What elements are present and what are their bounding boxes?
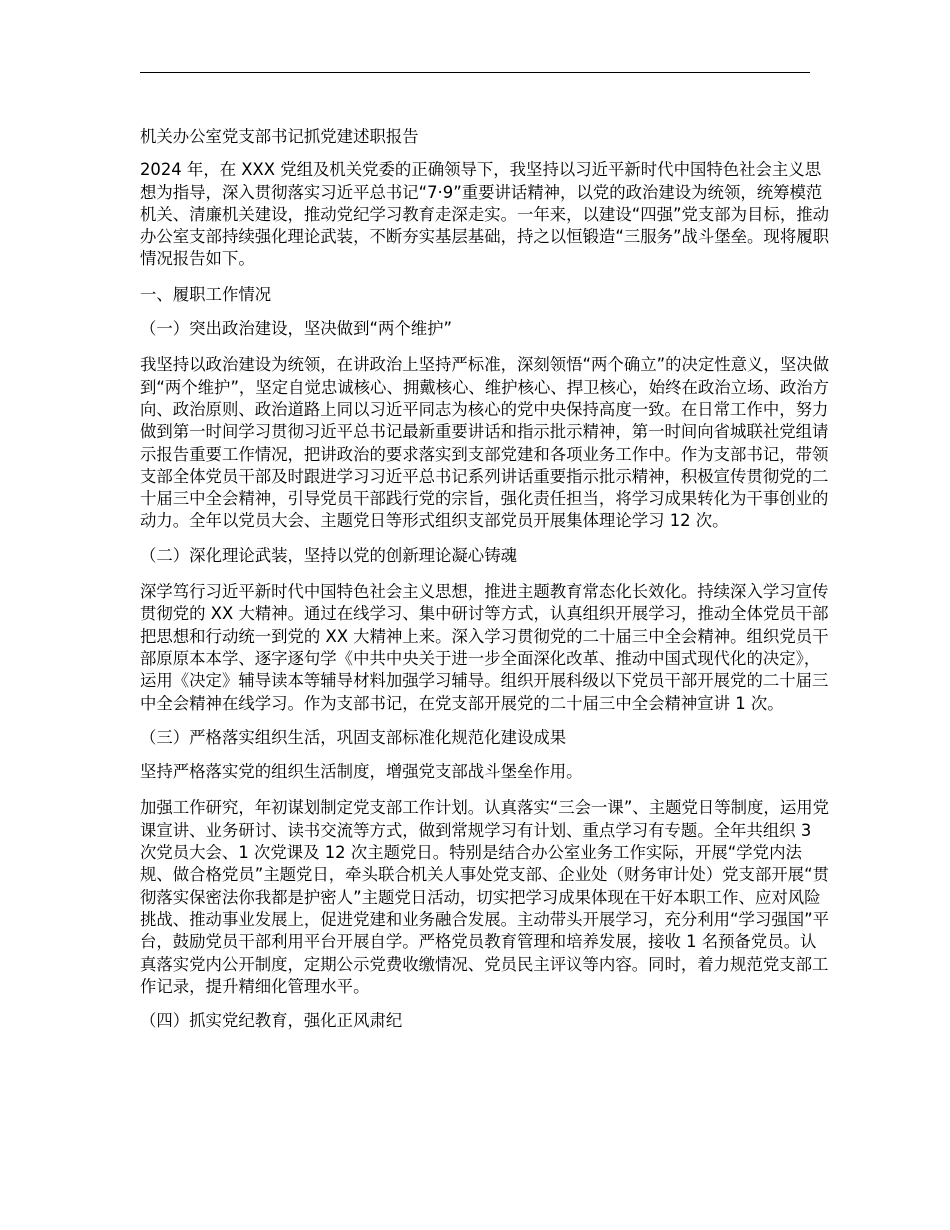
subsection-body-2: 深学笃行习近平新时代中国特色社会主义思想，推进主题教育常态化长效化。持续深入学习宣传贯彻党的 XX 大精神。通过在线学习、集中研讨等方式，认真组织开展学习，推动全体党员干部把思想和行动统一到党的 XX 大精神上来。深入学习贯彻党的二十届三中全会精神。组织党员干部原原本本学、逐字逐句学《中共中央关于进一步全面深化改革、推动中国式现代化的决定》，运用《决定》辅导读本等辅导材料加强学习辅导。组织开展科级以下党员干部开展党的二十届三中全会精神在线学习。作为支部书记，在党支部开展党的二十届三中全会精神宣讲 1 次。 <box>140 582 829 713</box>
header-rule <box>140 72 810 73</box>
subsection-body-1: 我坚持以政治建设为统领，在讲政治上坚持严标准，深刻领悟“两个确立”的决定性意义，坚决做到“两个维护”，坚定自觉忠诚核心、拥戴核心、维护核心、捍卫核心，始终在政治立场、政治方向、政治原则、政治道路上同以习近平同志为核心的党中央保持高度一致。在日常工作中，努力做到第一时间学习贯彻习近平总书记最新重要讲话和指示批示精神，第一时间向省城联社党组请示报告重要工作情况，把讲政治的要求落实到支部党建和各项业务工作中。作为支部书记，带领支部全体党员干部及时跟进学习习近平总书记系列讲话重要指示批示精神，积极宣传贯彻党的二十届三中全会精神，引导党员干部践行党的宗旨，强化责任担当，将学习成果转化为干事创业的动力。全年以党员大会、主题党日等形式组织支部党员开展集体理论学习 12 次。 <box>140 355 829 531</box>
subsection-heading-3: （三）严格落实组织生活，巩固支部标准化规范化建设成果 <box>140 727 567 747</box>
subsection-body-3b: 加强工作研究，年初谋划制定党支部工作计划。认真落实“三会一课”、主题党日等制度，运用党课宣讲、业务研讨、读书交流等方式，做到常规学习有计划、重点学习有专题。全年共组织 3 次党员大会、1 次党课及 12 次主题党日。特别是结合办公室业务工作实际，开展“学党内法规、做合格党员”主题党日，牵头联合机关人事处党支部、企业处（财务审计处）党支部开展“贯彻落实保密法你我都是护密人”主题党日活动，切实把学习成果体现在干好本职工作、应对风险挑战、推动事业发展上，促进党建和业务融合发展。主动带头开展学习，充分利用“学习强国”平台，鼓励党员干部利用平台开展自学。严格党员教育管理和培养发展，接收 1 名预备党员。认真落实党内公开制度，定期公示党费收缴情况、党员民主评议等内容。同时，着力规范党支部工作记录，提升精细化管理水平。 <box>140 798 829 996</box>
subsection-heading-4: （四）抓实党纪教育，强化正风肃纪 <box>140 1011 403 1031</box>
subsection-body-3a: 坚持严格落实党的组织生活制度，增强党支部战斗堡垒作用。 <box>140 762 583 782</box>
section-heading-1: 一、履职工作情况 <box>140 284 272 304</box>
document-body <box>140 126 830 1032</box>
intro-paragraph: 2024 年，在 XXX 党组及机关党委的正确领导下，我坚持以习近平新时代中国特色社会主义思想为指导，深入贯彻落实习近平总书记“7·9”重要讲话精神，以党的政治建设为统领，统筹模范机关、清廉机关建设，推动党纪学习教育走深走实。一年来，以建设“四强”党支部为目标，推动办公室支部持续强化理论武装，不断夯实基层基础，持之以恒锻造“三服务”战斗堡垒。现将履职情况报告如下。 <box>140 160 829 269</box>
document-title: 机关办公室党支部书记抓党建述职报告 <box>140 127 419 146</box>
subsection-heading-2: （二）深化理论武装，坚持以党的创新理论凝心铸魂 <box>140 545 517 565</box>
subsection-heading-1: （一）突出政治建设，坚决做到“两个维护” <box>140 319 453 339</box>
